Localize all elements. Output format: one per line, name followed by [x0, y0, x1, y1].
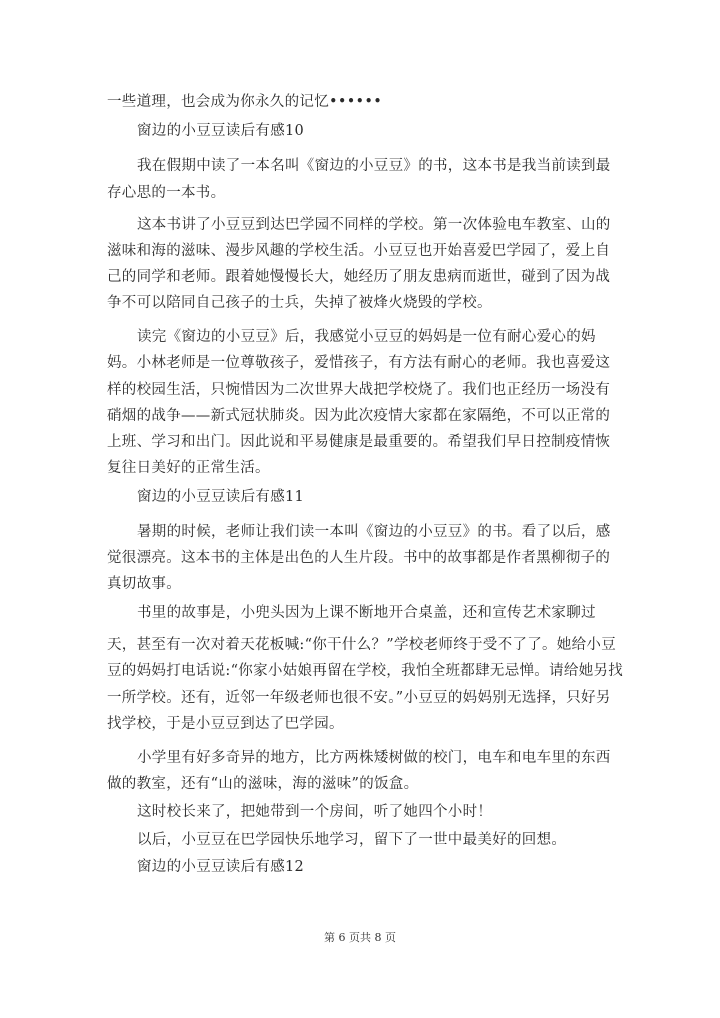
- text-line: 做的教室，还有“山的滋味，海的滋味”的饭盒。: [107, 776, 419, 792]
- text-line: 复往日美好的正常生活。: [107, 460, 270, 476]
- text-line: 读完《窗边的小豆豆》后，我感觉小豆豆的妈妈是一位有耐心爱心的妈: [137, 329, 596, 345]
- page-footer: 第 6 页共 8 页: [324, 931, 396, 944]
- text-line: 一所学校。还有，近邻一年级老师也很不安。”小豆豆的妈妈别无选择，只好另: [107, 690, 611, 706]
- text-line: 妈。小林老师是一位尊敬孩子，爱惜孩子，有方法有耐心的老师。我也喜爱这: [107, 355, 611, 371]
- section-heading: 窗边的小豆豆读后有感12: [137, 859, 305, 875]
- text-line: 找学校，于是小豆豆到达了巴学园。: [107, 716, 344, 732]
- section-heading: 窗边的小豆豆读后有感11: [137, 489, 305, 505]
- text-line: 争不可以陪同自己孩子的士兵，失掉了被烽火烧毁的学校。: [107, 295, 492, 311]
- text-line: 硝烟的战争——新式冠状肺炎。因为此次疫情大家都在家隔绝，不可以正常的: [107, 408, 611, 424]
- text-line: 暑期的时候，老师让我们读一本叫《窗边的小豆豆》的书。看了以后，感: [137, 524, 611, 540]
- text-line: 这时校长来了，把她带到一个房间，听了她四个小时！: [137, 804, 493, 820]
- text-line: 我在假期中读了一本名叫《窗边的小豆豆》的书，这本书是我当前读到最: [137, 158, 611, 174]
- text-line: 样的校园生活，只惋惜因为二次世界大战把学校烧了。我们也正经历一场没有: [107, 382, 611, 398]
- text-line: 己的同学和老师。跟着她慢慢长大，她经历了朋友患病而逝世，碰到了因为战: [107, 269, 611, 285]
- text-line: 一些道理，也会成为你永久的记忆••••••: [107, 94, 383, 110]
- text-line: 豆的妈妈打电话说:“你家小姑娘再留在学校，我怕全班都肆无忌惮。请给她另找: [107, 663, 624, 679]
- text-line: 存心思的一本书。: [107, 185, 226, 201]
- section-heading: 窗边的小豆豆读后有感10: [137, 123, 305, 139]
- text-line: 天，甚至有一次对着天花板喊:“你干什么？”学校老师终于受不了了。她给小豆: [107, 637, 617, 653]
- text-line: 滋味和海的滋味、漫步风趣的学校生活。小豆豆也开始喜爱巴学园了，爱上自: [107, 243, 611, 259]
- text-line: 小学里有好多奇异的地方，比方两株矮树做的校门，电车和电车里的东西: [137, 750, 611, 766]
- text-line: 真切故事。: [107, 576, 181, 592]
- text-line: 上班、学习和出门。因此说和平易健康是最重要的。希望我们早日控制疫情恢: [107, 434, 611, 450]
- text-line: 书里的故事是，小兜头因为上课不断地开合桌盖，还和宣传艺术家聊过: [137, 605, 596, 621]
- text-line: 以后，小豆豆在巴学园快乐地学习，留下了一世中最美好的回想。: [137, 832, 567, 848]
- text-line: 觉很漂亮。这本书的主体是出色的人生片段。书中的故事都是作者黑柳彻子的: [107, 550, 611, 566]
- text-line: 这本书讲了小豆豆到达巴学园不同样的学校。第一次体验电车教室、山的: [137, 217, 611, 233]
